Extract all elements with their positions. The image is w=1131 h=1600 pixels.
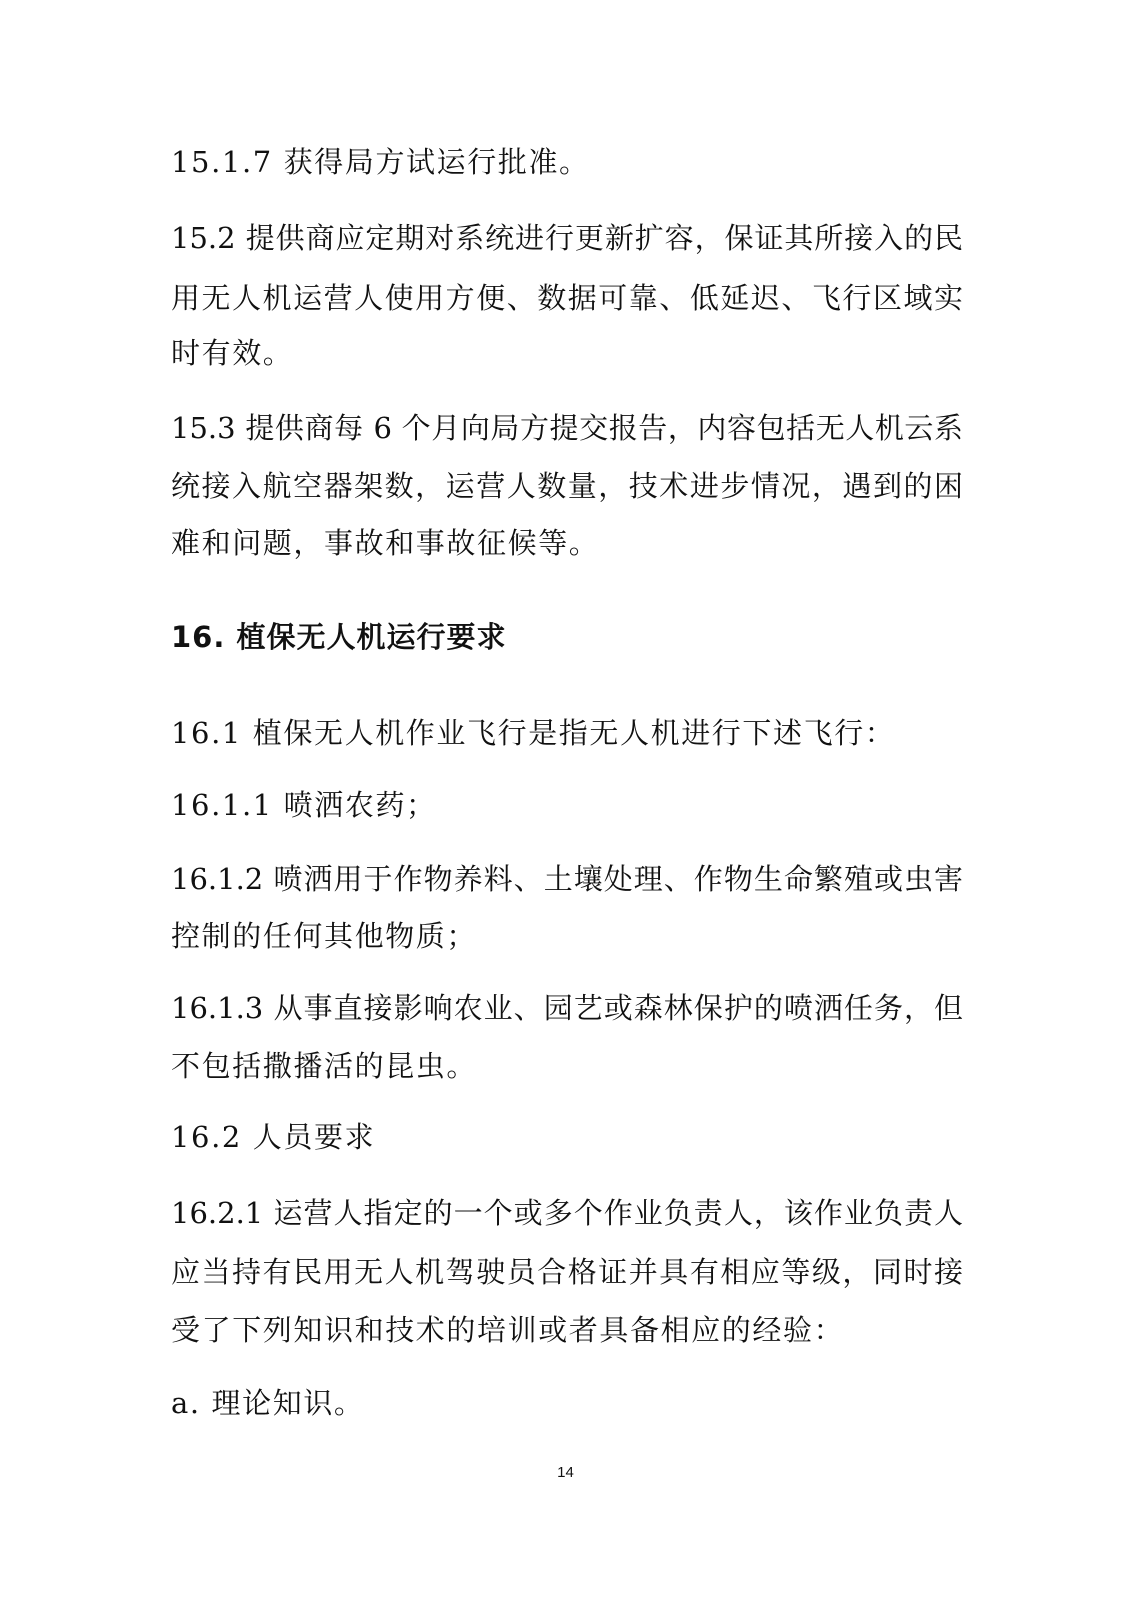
- paragraph-line: 16.1.3 从事直接影响农业、园艺或森林保护的喷洒任务，但: [171, 991, 963, 1025]
- paragraph-line: 不包括撒播活的昆虫。: [171, 1049, 478, 1083]
- paragraph-line: 应当持有民用无人机驾驶员合格证并具有相应等级，同时接: [171, 1255, 963, 1289]
- paragraph-line: 时有效。: [171, 336, 294, 370]
- paragraph-line: 16.1 植保无人机作业飞行是指无人机进行下述飞行：: [171, 716, 896, 750]
- paragraph-line: 统接入航空器架数，运营人数量，技术进步情况，遇到的困: [171, 469, 963, 503]
- paragraph-line: 用无人机运营人使用方便、数据可靠、低延迟、飞行区域实: [171, 281, 963, 315]
- paragraph-line: 16.2.1 运营人指定的一个或多个作业负责人，该作业负责人: [171, 1196, 963, 1230]
- paragraph-line: 15.3 提供商每 6 个月向局方提交报告，内容包括无人机云系: [171, 411, 963, 445]
- paragraph-line: 难和问题，事故和事故征候等。: [171, 526, 600, 560]
- paragraph-line: 16.1.1 喷洒农药；: [171, 788, 437, 822]
- section-heading: 16. 植保无人机运行要求: [171, 620, 507, 654]
- page-number: 14: [557, 1464, 574, 1481]
- paragraph-line: a. 理论知识。: [171, 1386, 365, 1420]
- paragraph-line: 15.1.7 获得局方试运行批准。: [171, 145, 590, 179]
- paragraph-line: 16.1.2 喷洒用于作物养料、土壤处理、作物生命繁殖或虫害: [171, 862, 963, 896]
- paragraph-line: 控制的任何其他物质；: [171, 919, 478, 953]
- paragraph-line: 受了下列知识和技术的培训或者具备相应的经验：: [171, 1313, 845, 1347]
- paragraph-line: 15.2 提供商应定期对系统进行更新扩容，保证其所接入的民: [171, 221, 963, 255]
- paragraph-line: 16.2 人员要求: [171, 1120, 376, 1154]
